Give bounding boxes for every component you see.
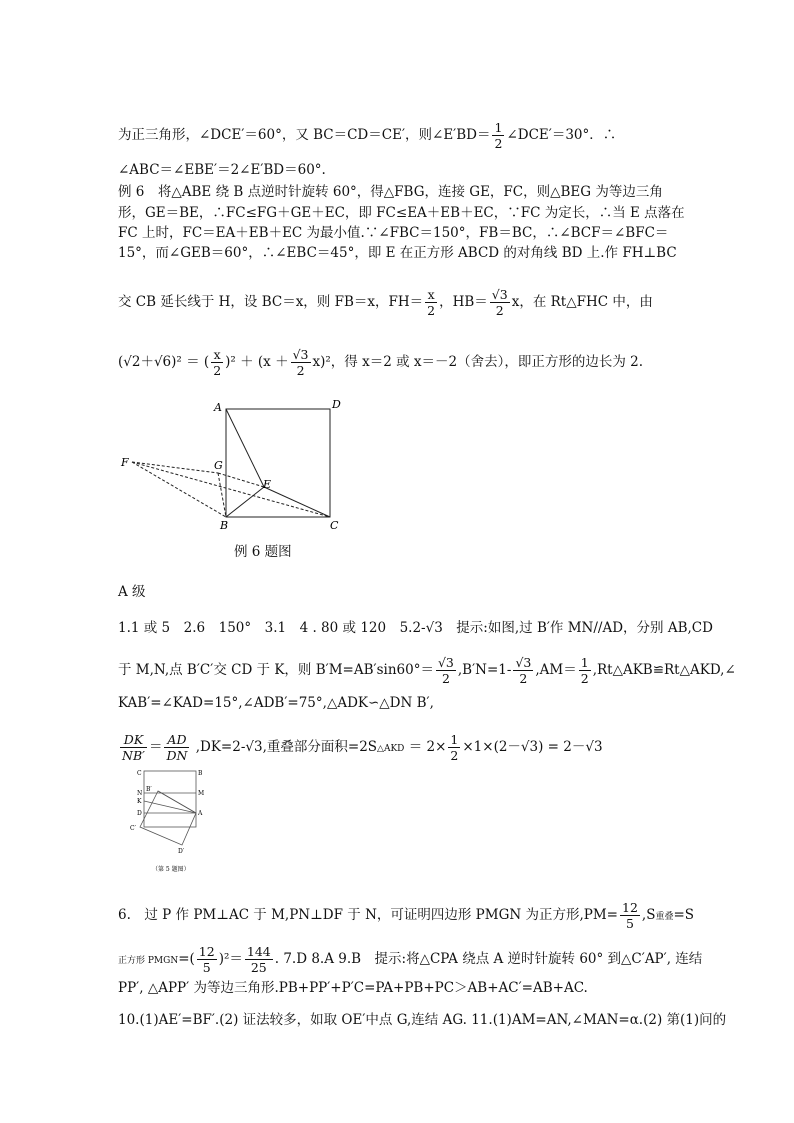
label-c: C	[137, 770, 142, 777]
square-abcd	[226, 409, 330, 517]
label-a: A	[214, 401, 222, 414]
answer-line-2: 于 M,N,点 B′C′交 CD 于 K，则 B′M=AB′sin60°＝ $\frac{√3}{2}$ ,B′N=1- $\frac{√3}{2}$ ,AM＝ $\frac{1}{2}$ ,Rt△AKB≌Rt△AKD,∠	[118, 655, 736, 686]
fraction: $\frac{12}{5}$	[622, 900, 638, 931]
answer-line-8: PP′, △APP′ 为等边三角形.PB+PP′+P′C=PA+PB+PC＞AB+AC′=AB+AC.	[118, 980, 588, 996]
label-cprime: C′	[130, 825, 136, 832]
segment-gb	[218, 473, 226, 517]
text-line-1	[118, 120, 616, 151]
fraction: $\frac{1}{2}$	[450, 732, 459, 763]
fraction: $\frac{√3}{2}$	[292, 347, 309, 378]
fraction: $\frac{1}{2}$	[580, 655, 589, 686]
answer-line-4: $\frac{DK}{NB'}$ ＝ $\frac{AD}{DN}$ ,DK=2-√3,重叠部分面积=2S△AKD ＝ 2× $\frac{1}{2}$ ×1×(2－√3) = 2－√3	[122, 732, 603, 763]
segment-fb	[132, 462, 226, 517]
text-line-3: 例 6 将△ABE 绕 B 点逆时针旋转 60°，得△FBG，连接 GE，FC，则△BEG 为等边三角	[118, 184, 663, 200]
label-e: E	[263, 478, 272, 491]
fraction: $\frac{x}{2}$	[427, 287, 436, 318]
rotated-square	[140, 791, 196, 845]
segment-fg	[132, 462, 218, 473]
fraction: $\frac{12}{5}$	[198, 944, 215, 975]
segment-ae	[226, 409, 264, 487]
label-n: N	[137, 790, 143, 797]
fraction: $\frac{DK}{NB'}$	[122, 732, 145, 763]
fraction: $\frac{AD}{DN}$	[166, 732, 188, 763]
label-g: G	[214, 459, 223, 472]
fraction: $\frac{144}{25}$	[246, 944, 271, 975]
text-segment: 为正三角形，∠DCE′＝60°，又 BC＝CD＝CE′，则∠E′BD＝	[118, 127, 491, 143]
fraction: $\frac{x}{2}$	[213, 347, 222, 378]
fraction: $\frac{√3}{2}$	[437, 655, 454, 686]
answer-line-9: 10.(1)AE′=BF′.(2) 证法较多，如取 OE′中点 G,连结 AG. 11.(1)AM=AN,∠MAN=α.(2) 第(1)问的	[118, 1012, 727, 1028]
segment-ge	[218, 473, 264, 487]
text-line-2: ∠ABC＝∠EBE′＝2∠E′BD＝60°.	[118, 162, 326, 178]
problem-5-figure	[124, 765, 204, 875]
label-b: B	[220, 519, 229, 532]
text-segment: ∠DCE′＝30°．∴	[506, 127, 617, 143]
segment-ec	[264, 487, 330, 517]
figure-5-caption: （第 5 题图）	[152, 866, 190, 873]
fraction: $\frac{√3}{2}$	[515, 655, 532, 686]
segment-fc	[132, 462, 330, 517]
answer-line-1: 1.1 或 5 2.6 150° 3.1 4 . 80 或 120 5.2-√3 提示:如图,过 B′作 MN//AD，分别 AB,CD	[118, 620, 713, 636]
label-k: K	[137, 798, 142, 805]
figure-caption: 例 6 题图	[234, 544, 292, 560]
label-m: M	[198, 790, 204, 797]
label-f: F	[121, 456, 129, 469]
answer-line-3: KAB′=∠KAD=15°,∠ADB′=75°,△ADK∽△DN B′,	[118, 695, 434, 711]
label-d: D	[137, 810, 142, 817]
fraction: $\frac{√3}{2}$	[491, 287, 508, 318]
section-heading: A 级	[118, 584, 146, 600]
answer-line-7: 正方形 PMGN=( $\frac{12}{5}$ )²＝ $\frac{144}{25}$ . 7.D 8.A 9.B 提示:将△CPA 绕点 A 逆时针旋转 60° 到△C′AP′, 连结	[118, 944, 703, 975]
label-d: D	[332, 398, 341, 411]
fraction: $\frac{1}{2}$	[494, 120, 503, 151]
segment-be	[226, 487, 264, 517]
text-line-4: 形，GE＝BE，∴FC≤FG＋GE＋EC，即 FC≤EA＋EB＋EC，∵FC 为定长，∴当 E 点落在	[118, 205, 685, 221]
text-line-5: FC 上时，FC＝EA＋EB＋EC 为最小值.∵∠FBC＝150°，FB＝BC，∴∠BCF＝∠BFC＝	[118, 225, 669, 241]
label-bprime: B′	[146, 786, 152, 793]
answer-line-6: 6. 过 P 作 PM⊥AC 于 M,PN⊥DF 于 N，可证明四边形 PMGN 为正方形,PM= $\frac{12}{5}$ ,S重叠=S	[118, 900, 695, 931]
label-a: A	[198, 810, 203, 817]
text-line-6: 15°，而∠GEB＝60°，∴∠EBC＝45°，即 E 在正方形 ABCD 的对角线 BD 上.作 FH⊥BC	[118, 245, 677, 261]
square-outline	[144, 771, 196, 827]
label-c: C	[330, 519, 339, 532]
text-line-7: 交 CB 延长线于 H，设 BC＝x，则 FB＝x，FH＝ $\frac{x}{2}$ ，HB＝ $\frac{√3}{2}$ x，在 Rt△FHC 中，由	[118, 287, 653, 318]
example-6-figure	[118, 395, 378, 535]
label-dprime: D′	[178, 848, 185, 855]
text-line-8: (√2＋√6)² ＝ ( $\frac{x}{2}$ )² ＋ (x ＋ $\frac{√3}{2}$ x)²，得 x＝2 或 x＝－2（舍去），即正方形的边长为 2.	[118, 347, 643, 378]
label-b: B	[198, 770, 203, 777]
